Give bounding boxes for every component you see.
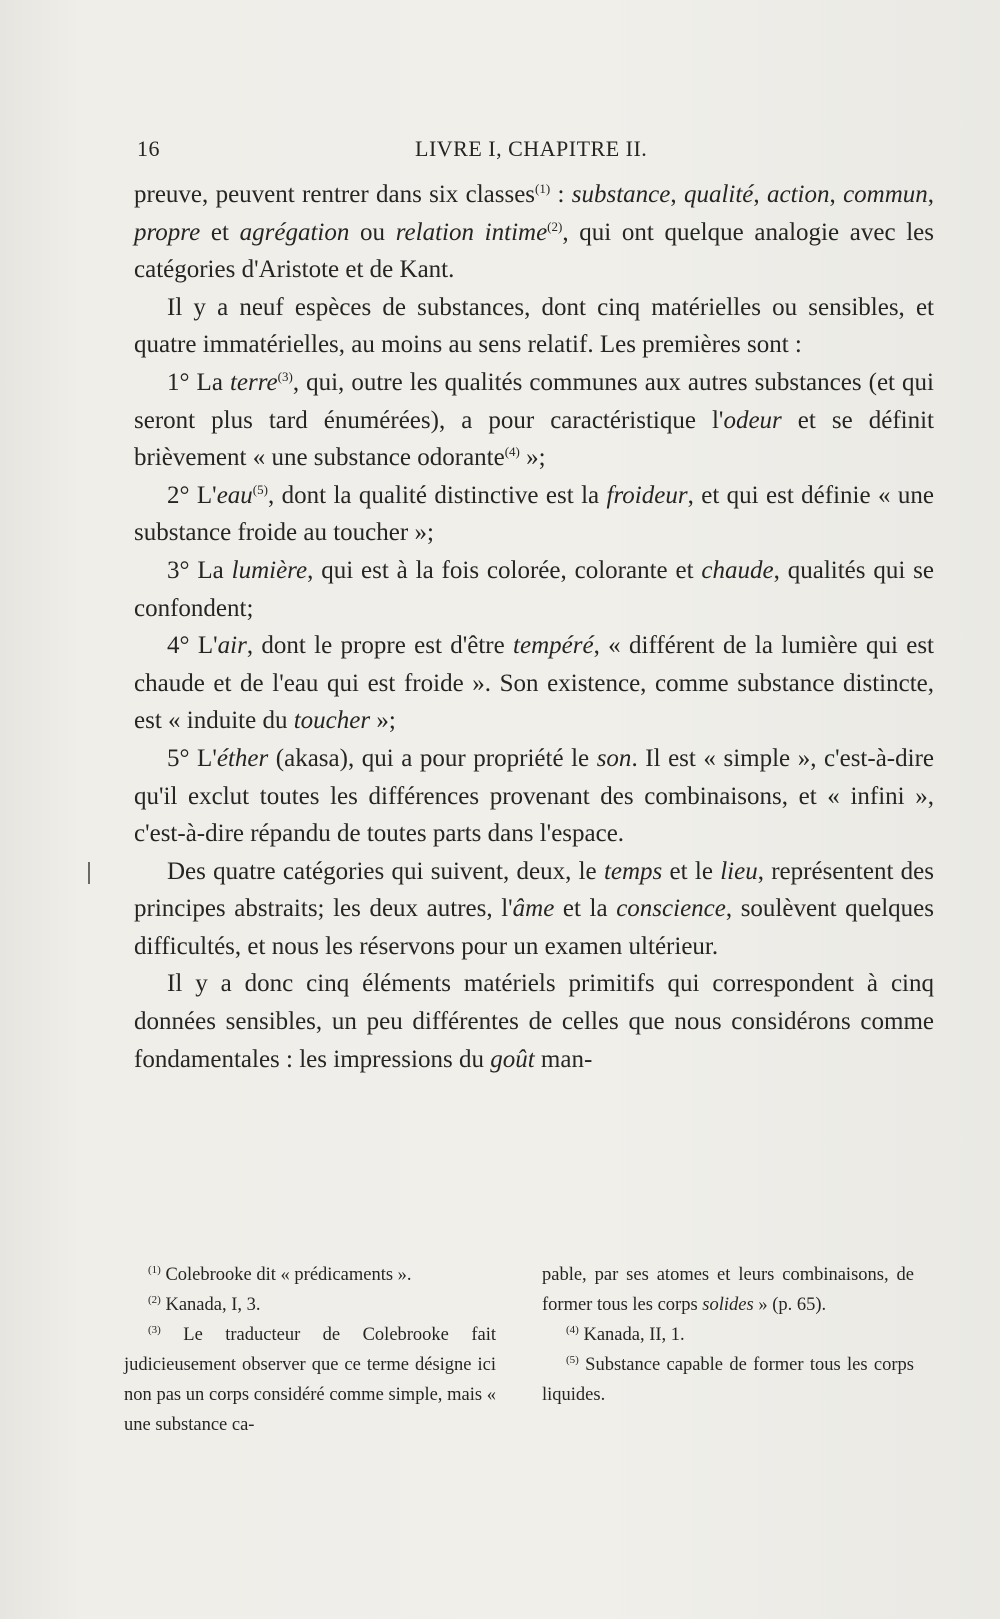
paragraph-eau: 2° L'eau$^{(5)}$, dont la qualité distinctive est la froideur, et qui est définie « une substance froide au toucher »; xyxy=(134,481,935,547)
footnotes-right-column xyxy=(542,1260,914,1410)
footnote-5: $^{(5)}$ Substance capable de former tous les corps liquides. xyxy=(542,1354,914,1405)
paragraph-categories: preuve, peuvent rentrer dans six classes$^{(1)}$ : substance, qualité, action, commun, propre et agrégation ou relation intime$^{(2)}$, qui ont quelque analogie avec les catégories d'Aristote et de Kant. xyxy=(134,181,935,284)
paragraph-elements: Il y a donc cinq éléments matériels primitifs qui correspondent à cinq données sensibles, un peu différentes de celles que nous considérons comme fondamentales : les impressions du goût man- xyxy=(134,970,934,1073)
paragraph-terre: 1° La terre$^{(3)}$, qui, outre les qualités communes aux autres substances (et qui seront plus tard énumérées), a pour caractéristique l'odeur et se définit brièvement « une substance odorante$^{(4)}$ »; xyxy=(134,368,934,472)
footnote-ref: (4) xyxy=(504,444,520,460)
footnote-3-continued: pable, par ses atomes et leurs combinaisons, de former tous les corps solides » (p. 65). xyxy=(542,1265,914,1315)
footnote-ref: (1) xyxy=(535,181,551,196)
page-header xyxy=(137,136,937,166)
paragraph-lumiere: 3° La lumière, qui est à la fois colorée, colorante et chaude, qualités qui se confondent; xyxy=(134,556,935,622)
paragraph-substances: Il y a neuf espèces de substances, dont cinq matérielles ou sensibles, et quatre immatérielles, au moins au sens relatif. Les premières sont : xyxy=(134,293,934,359)
footnote-1: $^{(1)}$ Colebrooke dit « prédicaments ». xyxy=(148,1264,412,1285)
footnotes xyxy=(124,1260,936,1460)
footnote-2: $^{(2)}$ Kanada, I, 3. xyxy=(148,1294,261,1315)
paragraph-ether: 5° L'éther (akasa), qui a pour propriété le son. Il est « simple », c'est-à-dire qu'il exclut toutes les différences provenant des combinaisons, et « infini », c'est-à-dire répandu de toutes parts dans l'espace. xyxy=(134,744,934,848)
page-number: 16 xyxy=(137,136,160,161)
margin-mark xyxy=(88,862,90,884)
footnote-4: $^{(4)}$ Kanada, II, 1. xyxy=(566,1324,685,1345)
paragraph-air: 4° L'air, dont le propre est d'être tempéré, « différent de la lumière qui est chaude et de l'eau qui est froide ». Son existence, comme substance distincte, est « induite du toucher »; xyxy=(134,632,934,735)
footnote-ref: (5) xyxy=(252,481,268,497)
footnotes-left-column xyxy=(124,1260,496,1440)
main-text xyxy=(134,176,934,1078)
paragraph-categories-abstraites: Des quatre catégories qui suivent, deux, le temps et le lieu, représentent des principes abstraits; les deux autres, l'âme et la conscience, soulèvent quelques difficultés, et nous les réservons pour un examen ultérieur. xyxy=(134,857,934,960)
footnote-3: $^{(3)}$ Le traducteur de Colebrooke fait judicieusement observer que ce terme désigne ici non pas un corps considéré comme simple, mais « une substance ca- xyxy=(124,1324,496,1435)
footnote-ref: (2) xyxy=(547,218,563,234)
footnote-ref: (3) xyxy=(277,368,293,384)
running-title: LIVRE I, CHAPITRE II. xyxy=(415,136,648,161)
